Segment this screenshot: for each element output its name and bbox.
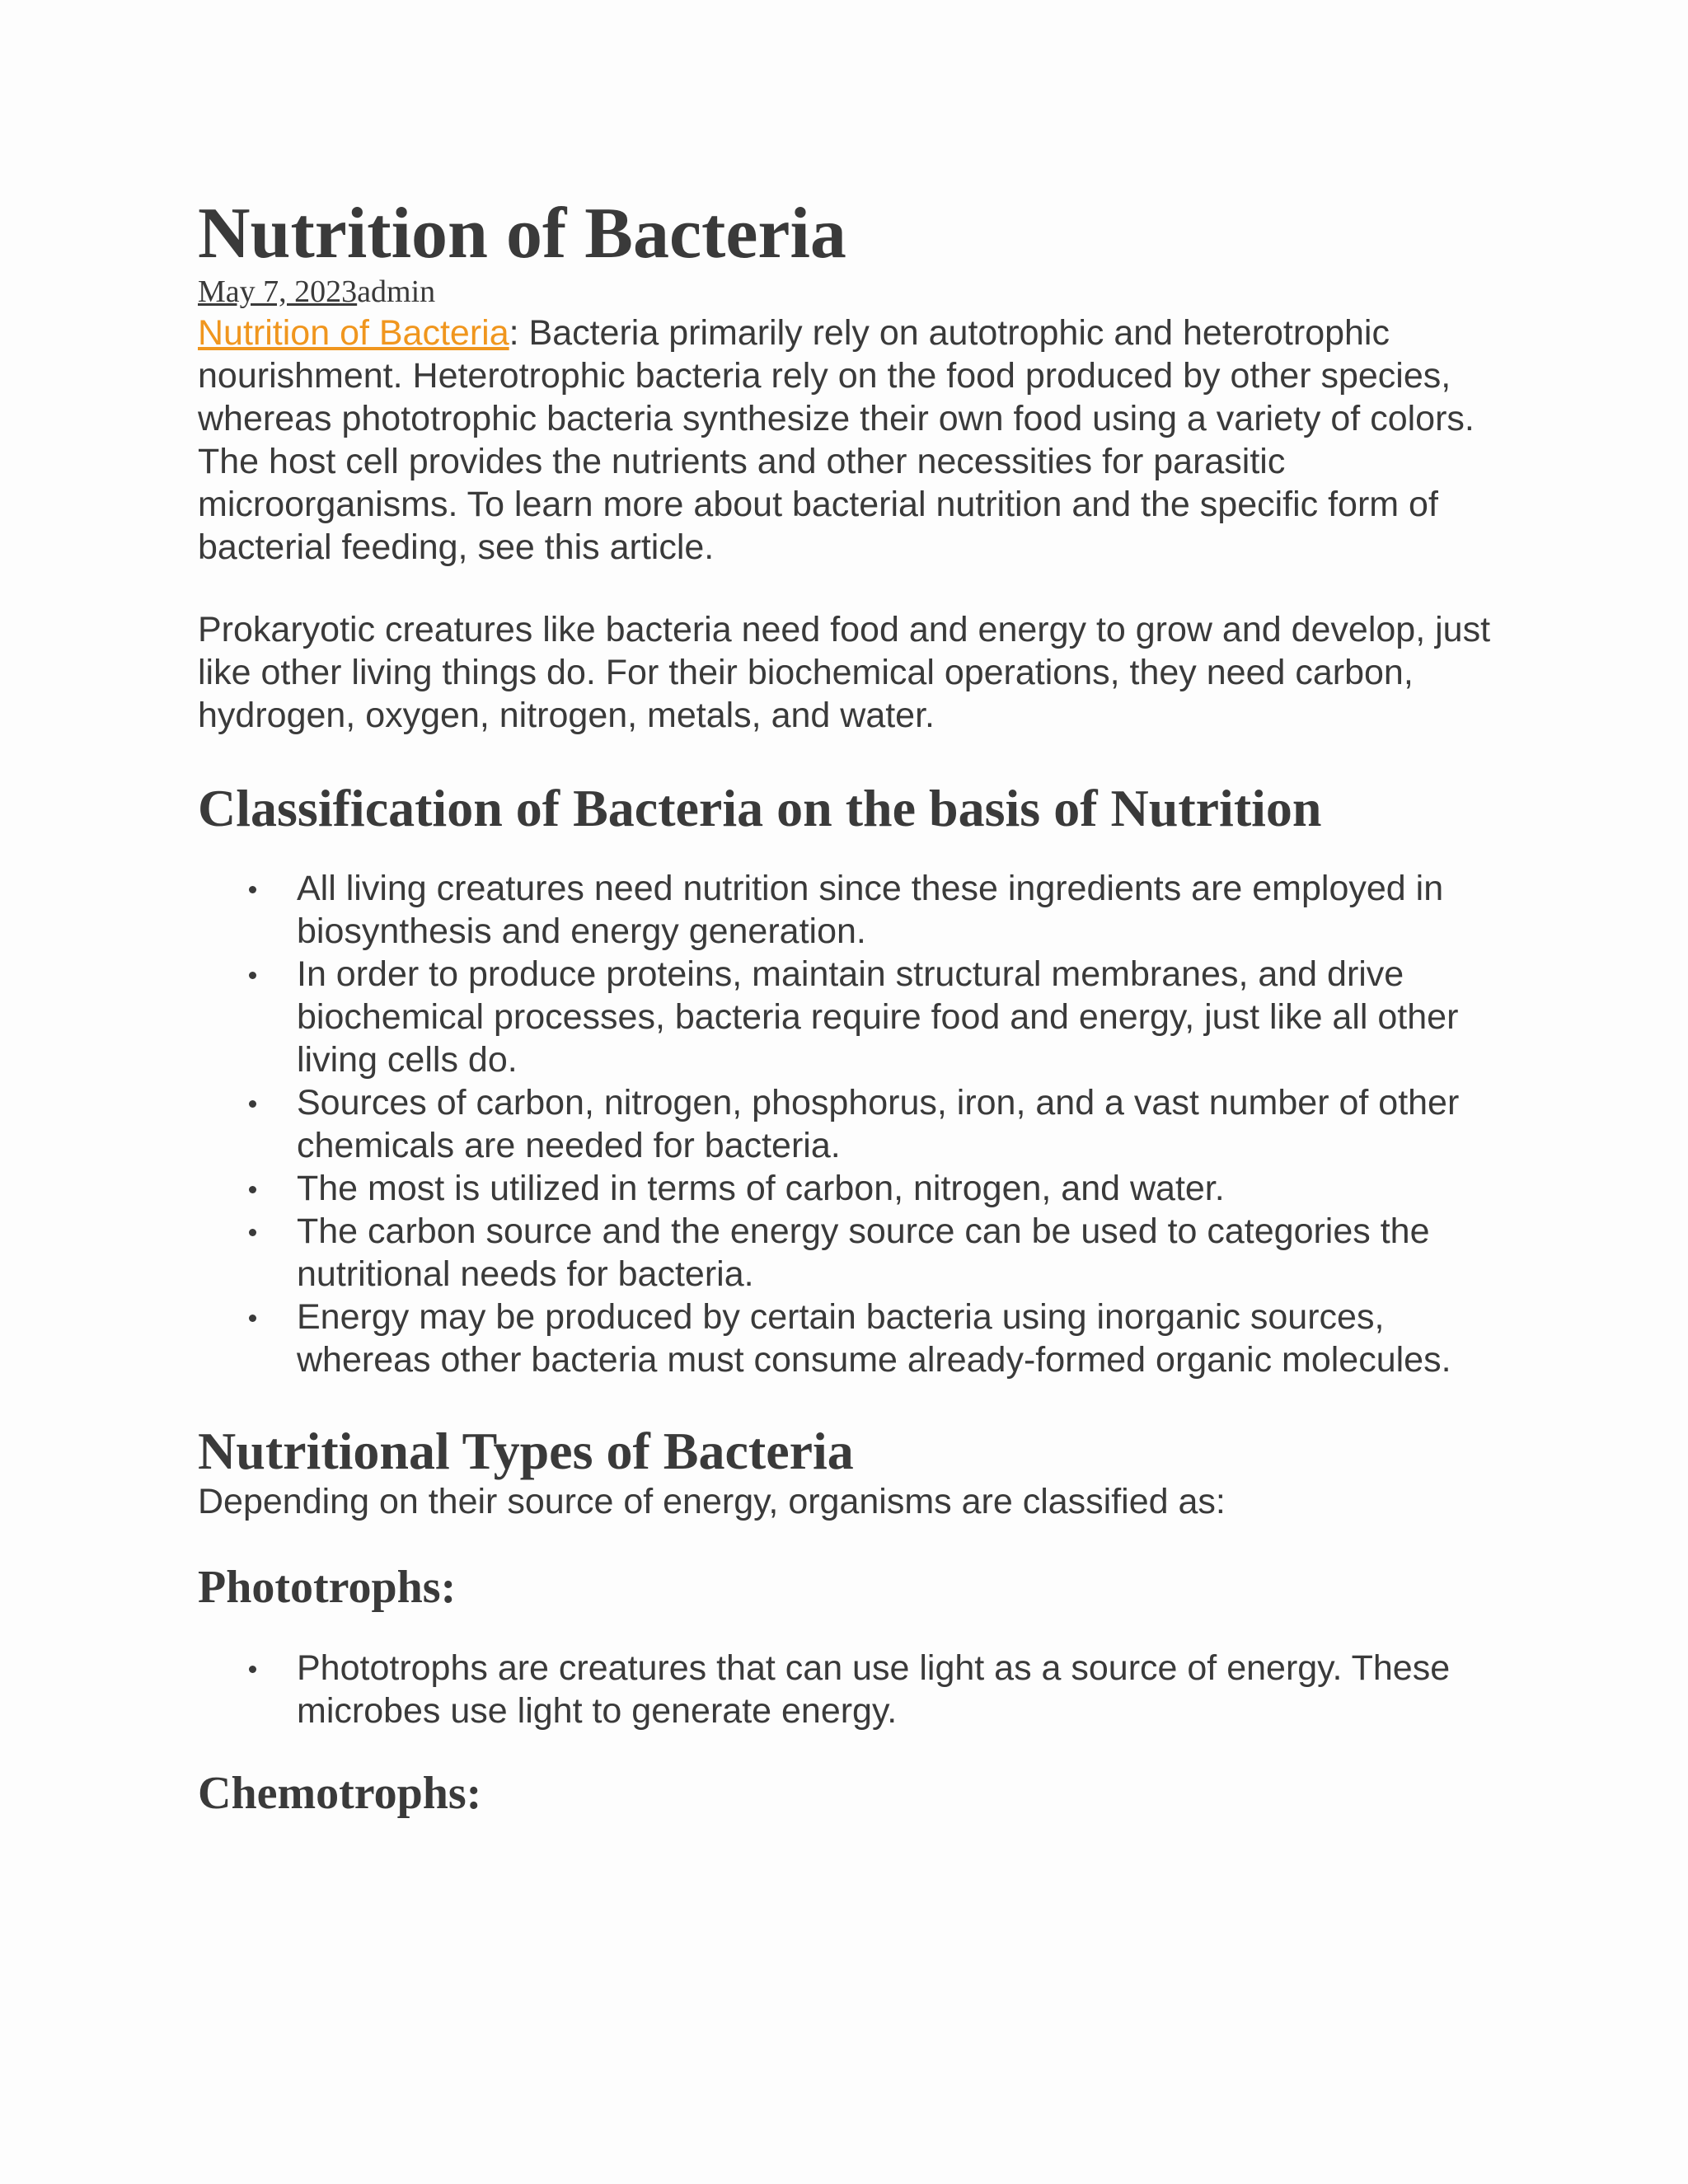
types-intro: Depending on their source of energy, organisms are classified as:	[198, 1482, 1226, 1522]
list-item: Phototrophs are creatures that can use light as a source of energy. These microbes use light to generate energy.	[297, 1647, 1500, 1732]
list-item: All living creatures need nutrition since these ingredients are employed in biosynthesis and energy generation.	[297, 867, 1500, 953]
heading-chemotrophs: Chemotrophs:	[198, 1767, 482, 1819]
intro-link[interactable]: Nutrition of Bacteria	[198, 312, 509, 353]
heading-nutritional-types: Nutritional Types of Bacteria	[198, 1421, 854, 1480]
list-item: Energy may be produced by certain bacteria using inorganic sources, whereas other bacteria must consume already-formed organic molecules.	[297, 1296, 1500, 1381]
phototrophs-list	[198, 1647, 1500, 1732]
post-date-link[interactable]: May 7, 2023	[198, 274, 358, 309]
intro-text: : Bacteria primarily rely on autotrophic and heterotrophic nourishment. Heterotrophic bacteria rely on the food produced by other species, whereas phototrophic bacteria synthesize their own food using a variety of colors. The host cell provides the nutrients and other necessities for parasitic microorganisms. To learn more about bacterial nutrition and the specific form of bacterial feeding, see this article.	[198, 312, 1475, 567]
list-item: In order to produce proteins, maintain structural membranes, and drive biochemical processes, bacteria require food and energy, just like all other living cells do.	[297, 953, 1500, 1081]
heading-classification: Classification of Bacteria on the basis of Nutrition	[198, 778, 1322, 837]
article	[198, 194, 1500, 1820]
classification-list	[198, 867, 1500, 1381]
intro-paragraph	[198, 312, 1500, 569]
heading-phototrophs: Phototrophs:	[198, 1562, 457, 1614]
list-item: The carbon source and the energy source can be used to categories the nutritional needs for bacteria.	[297, 1210, 1500, 1296]
list-item: Sources of carbon, nitrogen, phosphorus, iron, and a vast number of other chemicals are needed for bacteria.	[297, 1081, 1500, 1167]
post-meta	[198, 274, 1500, 312]
paragraph-prokaryotic: Prokaryotic creatures like bacteria need food and energy to grow and develop, just like other living things do. For their biochemical operations, they need carbon, hydrogen, oxygen, nitrogen, metals, and water.	[198, 609, 1491, 735]
list-item: The most is utilized in terms of carbon, nitrogen, and water.	[297, 1167, 1500, 1210]
page-title: Nutrition of Bacteria	[198, 194, 846, 274]
post-author: admin	[357, 274, 436, 309]
